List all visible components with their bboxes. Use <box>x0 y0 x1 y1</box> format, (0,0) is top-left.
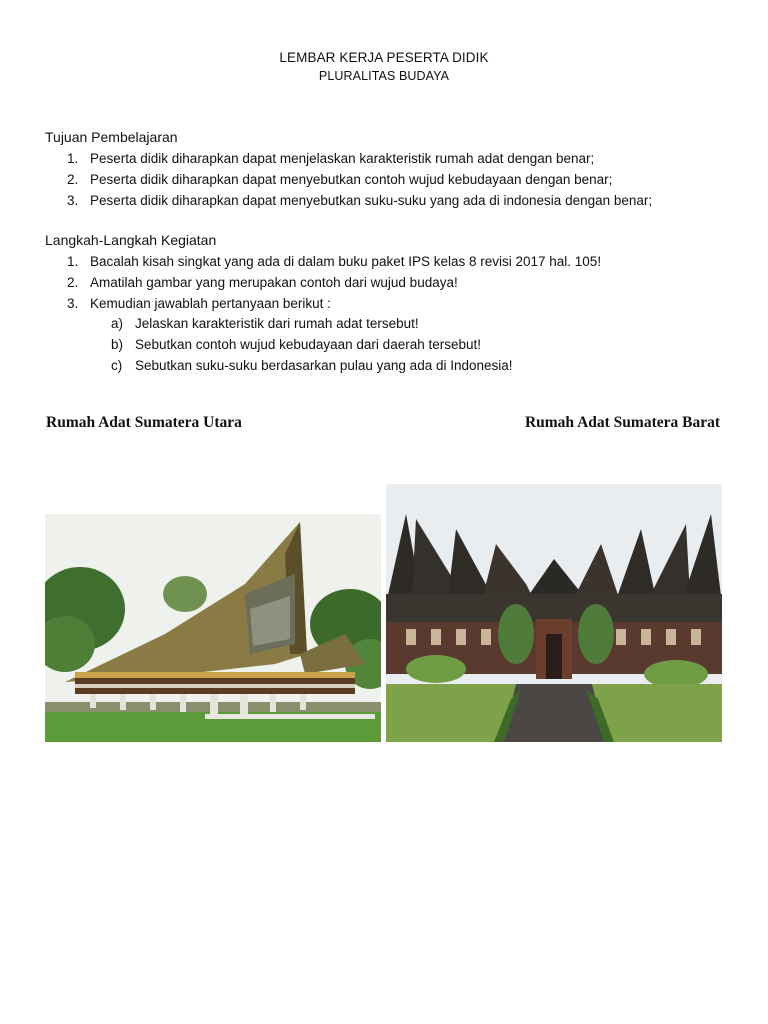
list-item: 2. Amatilah gambar yang merupakan contoh dari wujud budaya! <box>67 274 458 290</box>
list-item: 3. Kemudian jawablah pertanyaan berikut : a) Jelaskan karakteristik dari rumah adat tersebut! b) Sebutkan contoh wujud kebudayaan dari daerah tersebut! c) Sebutkan suku-suku berdasarkan pulau yang ada di Indonesia! <box>45 294 601 377</box>
question-item: c) Sebutkan suku-suku berdasarkan pulau yang ada di Indonesia! <box>111 357 513 373</box>
page-title: LEMBAR KERJA PESERTA DIDIK <box>279 50 489 65</box>
list-item: 1. Bacalah kisah singkat yang ada di dalam buku paket IPS kelas 8 revisi 2017 hal. 105! <box>67 254 602 269</box>
steps-list <box>45 252 601 377</box>
list-item: 3. Peserta didik diharapkan dapat menyebutkan suku-suku yang ada di indonesia dengan benar; <box>67 192 653 208</box>
objectives-list <box>45 149 652 211</box>
right-figure-caption: Rumah Adat Sumatera Barat <box>524 414 720 431</box>
list-item: 2. Peserta didik diharapkan dapat menyebutkan contoh wujud kebudayaan dengan benar; <box>67 171 613 187</box>
question-item: a) Jelaskan karakteristik dari rumah adat tersebut! <box>111 316 419 332</box>
questions-list <box>90 314 601 376</box>
list-item: 1. Peserta didik diharapkan dapat menjelaskan karakteristik rumah adat dengan benar; <box>67 151 595 166</box>
sumatera-barat-house-photo <box>386 484 722 742</box>
left-figure-caption: Rumah Adat Sumatera Utara <box>46 414 242 431</box>
question-item: b) Sebutkan contoh wujud kebudayaan dari daerah tersebut! <box>111 337 481 353</box>
page-subtitle: PLURALITAS BUDAYA <box>318 69 450 83</box>
steps-heading: Langkah-Langkah Kegiatan <box>45 232 217 248</box>
sumatera-utara-house-photo <box>45 514 381 742</box>
objectives-heading: Tujuan Pembelajaran <box>45 129 178 145</box>
